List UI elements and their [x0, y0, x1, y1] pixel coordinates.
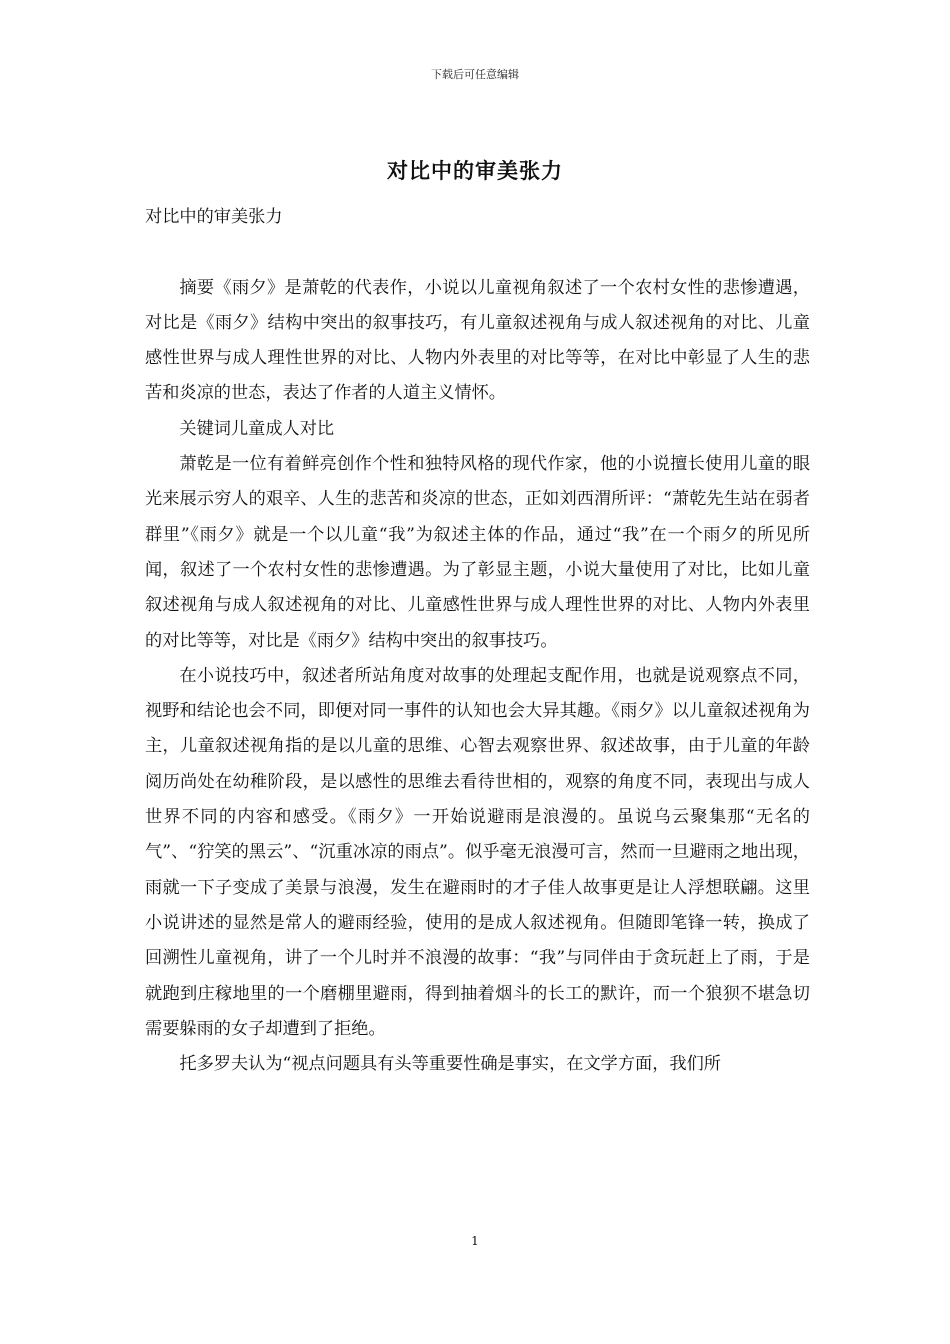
blank-line	[145, 235, 810, 270]
document-title: 对比中的审美张力	[387, 158, 563, 183]
abstract-paragraph: 摘要《雨夕》是萧乾的代表作，小说以儿童视角叙述了一个农村女性的悲惨遭遇，对比是《雨夕》结构中突出的叙事技巧，有儿童叙述视角与成人叙述视角的对比、儿童感性世界与成人理性世界的对比、人物内外表里的对比等等，在对比中彰显了人生的悲苦和炎凉的世态，表达了作者的人道主义情怀。	[145, 277, 810, 404]
document-body	[145, 200, 810, 1082]
body-paragraph: 在小说技巧中，叙述者所站角度对故事的处理起支配作用，也就是说观察点不同，视野和结论也会不同，即便对同一事件的认知也会大异其趣。《雨夕》以儿童叙述视角为主，儿童叙述视角指的是以儿童的思维、心智去观察世界、叙述故事，由于儿童的年龄阅历尚处在幼稚阶段，是以感性的思维去看待世相的，观察的角度不同，表现出与成人世界不同的内容和感受。《雨夕》一开始说避雨是浪漫的。虽说乌云聚集那“无名的气”、“狞笑的黑云”、“沉重冰凉的雨点”。似乎毫无浪漫可言，然而一旦避雨之地出现，雨就一下子变成了美景与浪漫，发生在避雨时的才子佳人故事更是让人浮想联翩。这里小说讲述的显然是常人的避雨经验，使用的是成人叙述视角。但随即笔锋一转，换成了回溯性儿童视角，讲了一个儿时并不浪漫的故事：“我”与同伴由于贪玩赶上了雨，于是就跑到庄稼地里的一个磨棚里避雨，得到抽着烟斗的长工的默许，而一个狼狈不堪急切需要躲雨的女子却遭到了拒绝。	[145, 665, 810, 1039]
page-number: 1	[471, 1234, 479, 1248]
body-paragraph: 托多罗夫认为“视点问题具有头等重要性确是事实，在文学方面，我们所	[179, 1054, 721, 1075]
header-note: 下载后可任意编辑	[431, 68, 519, 81]
document-subtitle: 对比中的审美张力	[145, 207, 283, 227]
keywords-line: 关键词儿童成人对比	[179, 418, 335, 439]
body-paragraph: 萧乾是一位有着鲜亮创作个性和独特风格的现代作家，他的小说擅长使用儿童的眼光来展示穷人的艰辛、人生的悲苦和炎凉的世态，正如刘西渭所评：“萧乾先生站在弱者群里”《雨夕》就是一个以儿童“我”为叙述主体的作品，通过“我”在一个雨夕的所见所闻，叙述了一个农村女性的悲惨遭遇。为了彰显主题，小说大量使用了对比，比如儿童叙述视角与成人叙述视角的对比、儿童感性世界与成人理性世界的对比、人物内外表里的对比等等，对比是《雨夕》结构中突出的叙事技巧。	[145, 454, 810, 651]
